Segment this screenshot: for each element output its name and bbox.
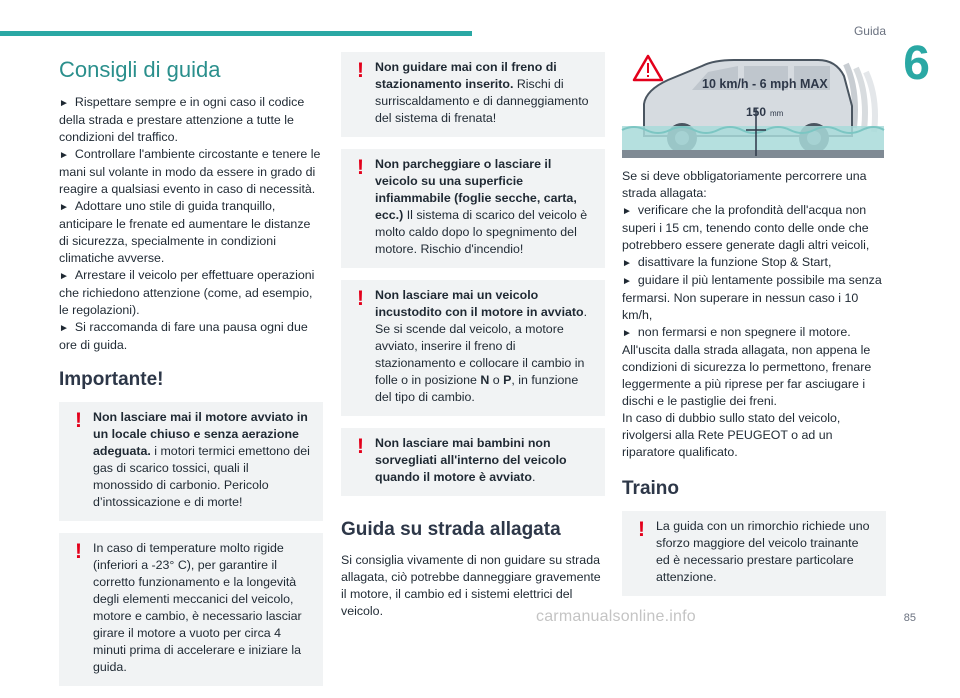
warning-body: Il sistema di scarico del veicolo è molto caldo dopo lo spegnimento del motore. Rischio d'incendio! (375, 208, 588, 256)
section-title-driving-tips: Consigli di guida (59, 57, 221, 82)
depth-value: 150 (746, 105, 767, 119)
warning-icon: ! (75, 409, 82, 432)
warning-box-towing (622, 511, 886, 596)
bullet-item: ► Rispettare sempre e in ogni caso il codice della strada e prestare attenzione a tutte le condizioni del traffico. (59, 94, 323, 146)
flooded-intro: Se si deve obbligatoriamente percorrere una strada allagata: (622, 169, 867, 200)
warning-icon: ! (357, 287, 364, 310)
after-flood-text: All'uscita dalla strada allagata, non appena le condizioni di sicurezza lo permettono, frenare leggermente a più riprese per far asciugare i dischi e le pastiglie dei freni. (622, 343, 872, 408)
bullet-item: ► guidare il più lentamente possibile ma senza fermarsi. Non superare in nessun caso i 10 km/h, (622, 272, 886, 324)
warning-box-flammable-surface (341, 149, 605, 268)
doubt-text: In caso di dubbio sullo stato del veicolo, rivolgersi alla Rete PEUGEOT o ad un riparatore qualificato. (622, 411, 841, 459)
warning-text (71, 409, 311, 511)
depth-unit: mm (770, 109, 784, 118)
column-3 (622, 52, 886, 608)
speed-limit-label: 10 km/h - 6 mph MAX (702, 77, 828, 91)
bullet-item: ► Controllare l'ambiente circostante e tenere le mani sul volante in modo da essere in grado di reagire a qualsiasi evento in caso di necessità. (59, 146, 323, 198)
warning-body: Rischi di surriscaldamento e di danneggiamento del sistema di frenata! (375, 77, 589, 125)
warning-box-closed-room (59, 402, 323, 521)
warning-body: . (531, 470, 536, 484)
gear-n: N (480, 373, 490, 387)
bullet-item: ► Adottare uno stile di guida tranquillo, anticipare le frenate ed aumentare le distanze di sicurezza, specialmente in condizioni climatiche avverse. (59, 198, 323, 267)
flooded-road-illustration (622, 50, 884, 158)
warning-text (353, 287, 593, 406)
bullet-item: ► disattivare la funzione Stop & Start, (622, 254, 886, 272)
warning-text: In caso di temperature molto rigide (inferiori a -23° C), per garantire il corretto funzionamento e la longevità degli elementi meccanici del veicolo, motore e cambio, è necessario lasciar girare il motore a vuoto per circa 4 minuti prima di accelerare e iniziare la guida. (93, 541, 302, 674)
bullet-item: ► verificare che la profondità dell'acqua non superi i 15 cm, tenendo conto delle onde che potrebbero essere generate dagli altri veicoli, (622, 202, 886, 254)
warning-body: i motori termici emettono dei gas di scarico tossici, quali il monossido di carbonio. Pericolo d’intossicazione e di morte! (93, 444, 310, 509)
warning-box-parking-brake (341, 52, 605, 137)
warning-text: La guida con un rimorchio richiede uno sforzo maggiore del veicolo trainante ed è necessario prestare particolare attenzione. (656, 519, 870, 584)
page-number: 85 (903, 612, 916, 624)
warning-box-cold-weather (59, 533, 323, 686)
warning-box-children (341, 428, 605, 496)
warning-icon: ! (357, 435, 364, 458)
section-title-flooded-road: Guida su strada allagata (341, 519, 561, 540)
chapter-number: 6 (903, 37, 930, 90)
warning-body: , in funzione del tipo di cambio. (375, 373, 579, 404)
warning-box-unattended-vehicle (341, 280, 605, 416)
section-title-towing: Traino (622, 478, 680, 499)
bullet-item: ► non fermarsi e non spegnere il motore. (622, 324, 886, 342)
warning-icon: ! (357, 59, 364, 82)
warning-icon: ! (75, 540, 82, 563)
gear-p: P (503, 373, 512, 387)
warning-bold: Non lasciare mai il motore avviato in un locale chiuso e senza aerazione adeguata. (93, 410, 308, 458)
warning-icon: ! (638, 518, 645, 541)
header-accent-bar (0, 31, 472, 36)
warning-bold: Non parcheggiare o lasciare il veicolo su una superficie infiammabile (foglie secche, carta, ecc.) (375, 157, 577, 222)
column-1 (59, 52, 323, 698)
warning-text (353, 59, 593, 127)
bullet-item: ► Arrestare il veicolo per effettuare operazioni che richiedono attenzione (come, ad esempio, le regolazioni). (59, 267, 323, 319)
warning-bold: Non guidare mai con il freno di stazionamento inserito. (375, 60, 557, 91)
warning-bold: Non lasciare mai bambini non sorvegliati all'interno del veicolo quando il motore è avviato (375, 436, 567, 484)
watermark: carmanualsonline.info (536, 608, 696, 625)
warning-bold: Non lasciare mai un veicolo incustodito con il motore in avviato (375, 288, 584, 319)
warning-text (353, 435, 593, 486)
running-head: Guida (853, 24, 886, 38)
warning-text (353, 156, 593, 258)
section-title-important: Importante! (59, 369, 164, 390)
warning-body: . Se si scende dal veicolo, a motore avviato, inserire il freno di stazionamento e collocare il cambio in folle o in posizione (375, 305, 588, 387)
column-2 (341, 52, 605, 620)
warning-body: o (489, 373, 504, 387)
warning-icon: ! (357, 156, 364, 179)
flooded-road-text: Si consiglia vivamente di non guidare su strada allagata, ciò potrebbe danneggiare gravemente il motore, il cambio ed i sistemi elettrici del veicolo. (341, 553, 601, 618)
bullet-item: ► Si raccomanda di fare una pausa ogni due ore di guida. (59, 319, 323, 354)
